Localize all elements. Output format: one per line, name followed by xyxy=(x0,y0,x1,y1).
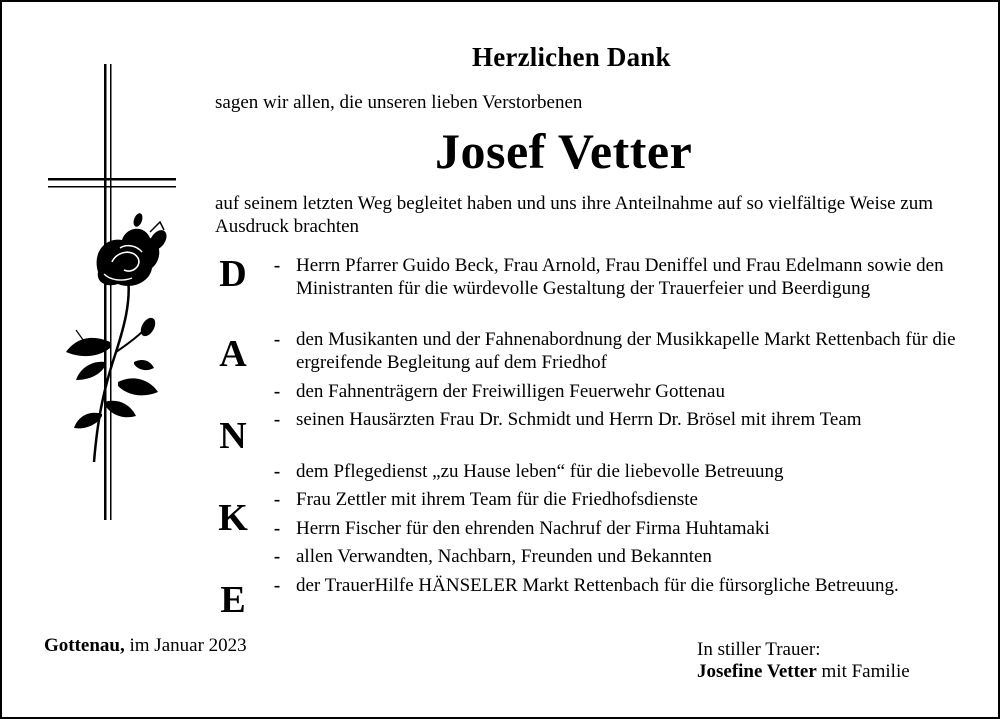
dash-marker: - xyxy=(273,518,281,539)
dash-marker: - xyxy=(273,381,281,402)
dash-marker: - xyxy=(273,489,281,510)
signer-suffix: mit Familie xyxy=(816,661,910,682)
date-text: im Januar 2023 xyxy=(124,635,247,656)
thanks-text: auf seinem letzten Weg begleitet haben und uns ihre Anteilnahme auf so vielfältige Weise zum Ausdruck brachten xyxy=(215,193,934,237)
intro-text: sagen wir allen, die unseren lieben Verstorbenen xyxy=(215,92,583,113)
signature-line xyxy=(697,661,910,683)
list-item-text: Herrn Pfarrer Guido Beck, Frau Arnold, Frau Deniffel und Frau Edelmann sowie den Ministranten für die würdevolle Gestaltung der Trauerfeier und Beerdigung xyxy=(296,255,944,299)
danke-letter-a: A xyxy=(219,333,247,375)
list-item-text: der TrauerHilfe HÄNSELER Markt Rettenbach für die fürsorgliche Betreuung. xyxy=(296,575,899,596)
deceased-name: Josef Vetter xyxy=(435,123,693,179)
dash-marker: - xyxy=(273,409,281,430)
danke-letter-k: K xyxy=(218,497,248,539)
page-title: Herzlichen Dank xyxy=(472,42,671,72)
danke-letter-e: E xyxy=(220,579,246,621)
dash-marker: - xyxy=(273,461,281,482)
list-item-text: seinen Hausärzten Frau Dr. Schmidt und Herrn Dr. Brösel mit ihrem Team xyxy=(296,409,862,430)
mourning-line: In stiller Trauer: xyxy=(697,639,821,660)
place-date xyxy=(44,635,247,657)
signer-name: Josefine Vetter xyxy=(697,661,817,682)
cross-with-rose-icon xyxy=(46,62,186,532)
list-item-text: den Musikanten und der Fahnenabordnung der Musikkapelle Markt Rettenbach für die ergreifende Begleitung auf dem Friedhof xyxy=(296,329,956,373)
dash-marker: - xyxy=(273,255,281,276)
danke-letter-d: D xyxy=(219,253,247,295)
danke-letter-n: N xyxy=(219,415,247,457)
list-item-text: den Fahnenträgern der Freiwilligen Feuerwehr Gottenau xyxy=(296,381,725,402)
list-item-text: Herrn Fischer für den ehrenden Nachruf der Firma Huhtamaki xyxy=(296,518,770,539)
list-item-text: Frau Zettler mit ihrem Team für die Friedhofsdienste xyxy=(296,489,698,510)
dash-marker: - xyxy=(273,546,281,567)
place-name: Gottenau, xyxy=(44,635,125,656)
list-item-text: dem Pflegedienst „zu Hause leben“ für die liebevolle Betreuung xyxy=(296,461,784,482)
dash-marker: - xyxy=(273,575,281,596)
list-item-text: allen Verwandten, Nachbarn, Freunden und Bekannten xyxy=(296,546,712,567)
dash-marker: - xyxy=(273,329,281,350)
